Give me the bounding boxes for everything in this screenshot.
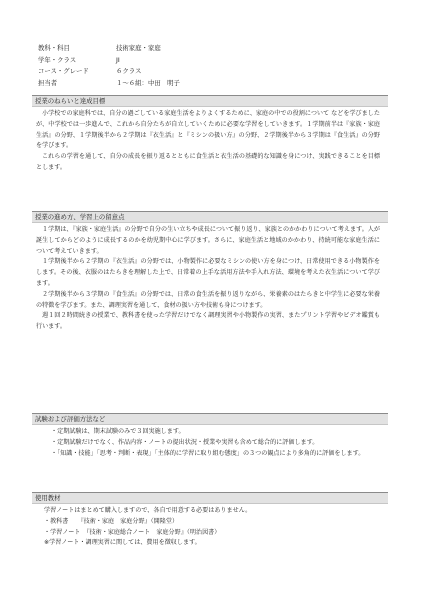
info-value: １～６組：中田 明子 [116,78,180,87]
course-info [38,43,180,89]
paragraph: これらの学習を通して、自分の成長を振り返るとともに食生活と衣生活の基礎的な知識を身につけ、実践できることを目標とします。 [36,153,380,171]
section-body [32,504,388,549]
materials-section [32,492,388,549]
section-body [32,107,388,174]
section-heading: 使用教材 [32,492,388,504]
info-label: コース・グレード [38,67,89,76]
section-heading: 試験および評価方法など [32,413,388,425]
list-item: ・「知識・技能」「思考・判断・表現」「主体的に学習に取り組む態度」の３つの観点により多角的に評価をします。 [51,449,365,457]
info-row-subject [38,43,180,55]
paragraph: 小学校での家庭科では、自分の過ごしている家庭生活をよりよくするために、家庭の中での役割について などを学びましたが、中学校では一歩進んで、これから自分たちが自立していくために必要な学習をしていきます。１学期前半は『家族・家庭生活』の分野、１学期後半から２学期は『衣生活』と『ミシンの扱い方』の分野、２学期後半から３学期は『食生活』の分野を学びます。 [36,110,380,150]
section-body [32,425,388,459]
method-section [32,211,388,333]
info-value: 技術家庭・家庭 [116,44,161,52]
info-row-teacher [38,78,180,90]
materials-intro: 学習ノートはまとめて購入しますので、各自で用意する必要はありません。 [44,507,252,514]
paragraph: 週１回２時間続きの授業で、教科書を使った学習だけでなく調理実習や小物製作の実習、またプリント学習やビデオ鑑賞も行います。 [36,312,380,331]
info-label: 教科・科目 [38,44,70,52]
paragraph: １学期後半から２学期の『衣生活』の分野では、小物製作に必要なミシンの使い方を身につけ、日常使用できる小物製作をします。その後、衣服のはたらきを理解した上で、日常着の上手な活用方法や手入れ方法、環境を考えた衣生活について学びます。 [36,258,380,287]
info-value: ６クラス [116,67,142,76]
list-item: ・定期試験だけでなく、作品内容・ノートの提出状況・授業や実習も含めて総合的に評価します。 [51,438,319,446]
list-item: ・定期試験は、期末試験のみで３回実施します。 [51,428,185,435]
section-heading: 授業の進め方、学習上の留意点 [32,211,388,223]
section-body [32,223,388,333]
paragraph: ２学期後半から３学期の『食生活』の分野では、日常の食生活を振り返りながら、栄養素のはたらきと中学生に必要な栄養の特徴を学びます。また、調理実習を通して、食材の扱い方や技術も身につけます。 [36,290,380,309]
list-item: ・学習ノート 『技術・家庭総合ノート 家庭分野』（明治図書） [44,528,221,536]
paragraph: １学期は、『家族・家庭生活』の分野で自分の生い立ちや成長について振り返り、家族とのかかわりについて考えます。人が誕生してからどのように成長するのかを幼児期中心に学びます。さらに、家庭生活と地域のかかわり、持続可能な家庭生活について考えていきます。 [36,226,380,255]
info-row-grade-class [38,55,180,67]
info-value: JI [116,55,120,64]
info-row-course [38,66,180,78]
info-label: 学年・クラス [38,55,77,64]
list-item: ・教科書 『技術・家庭 家庭分野』（開隆堂） [44,517,179,525]
evaluation-section [32,413,388,459]
info-label: 担当者 [38,78,58,87]
goals-section [32,95,388,174]
section-heading: 授業のねらいと達成目標 [32,95,388,107]
materials-note: ※学習ノート・調理実習に関しては、費用を徴収します。 [44,539,201,547]
